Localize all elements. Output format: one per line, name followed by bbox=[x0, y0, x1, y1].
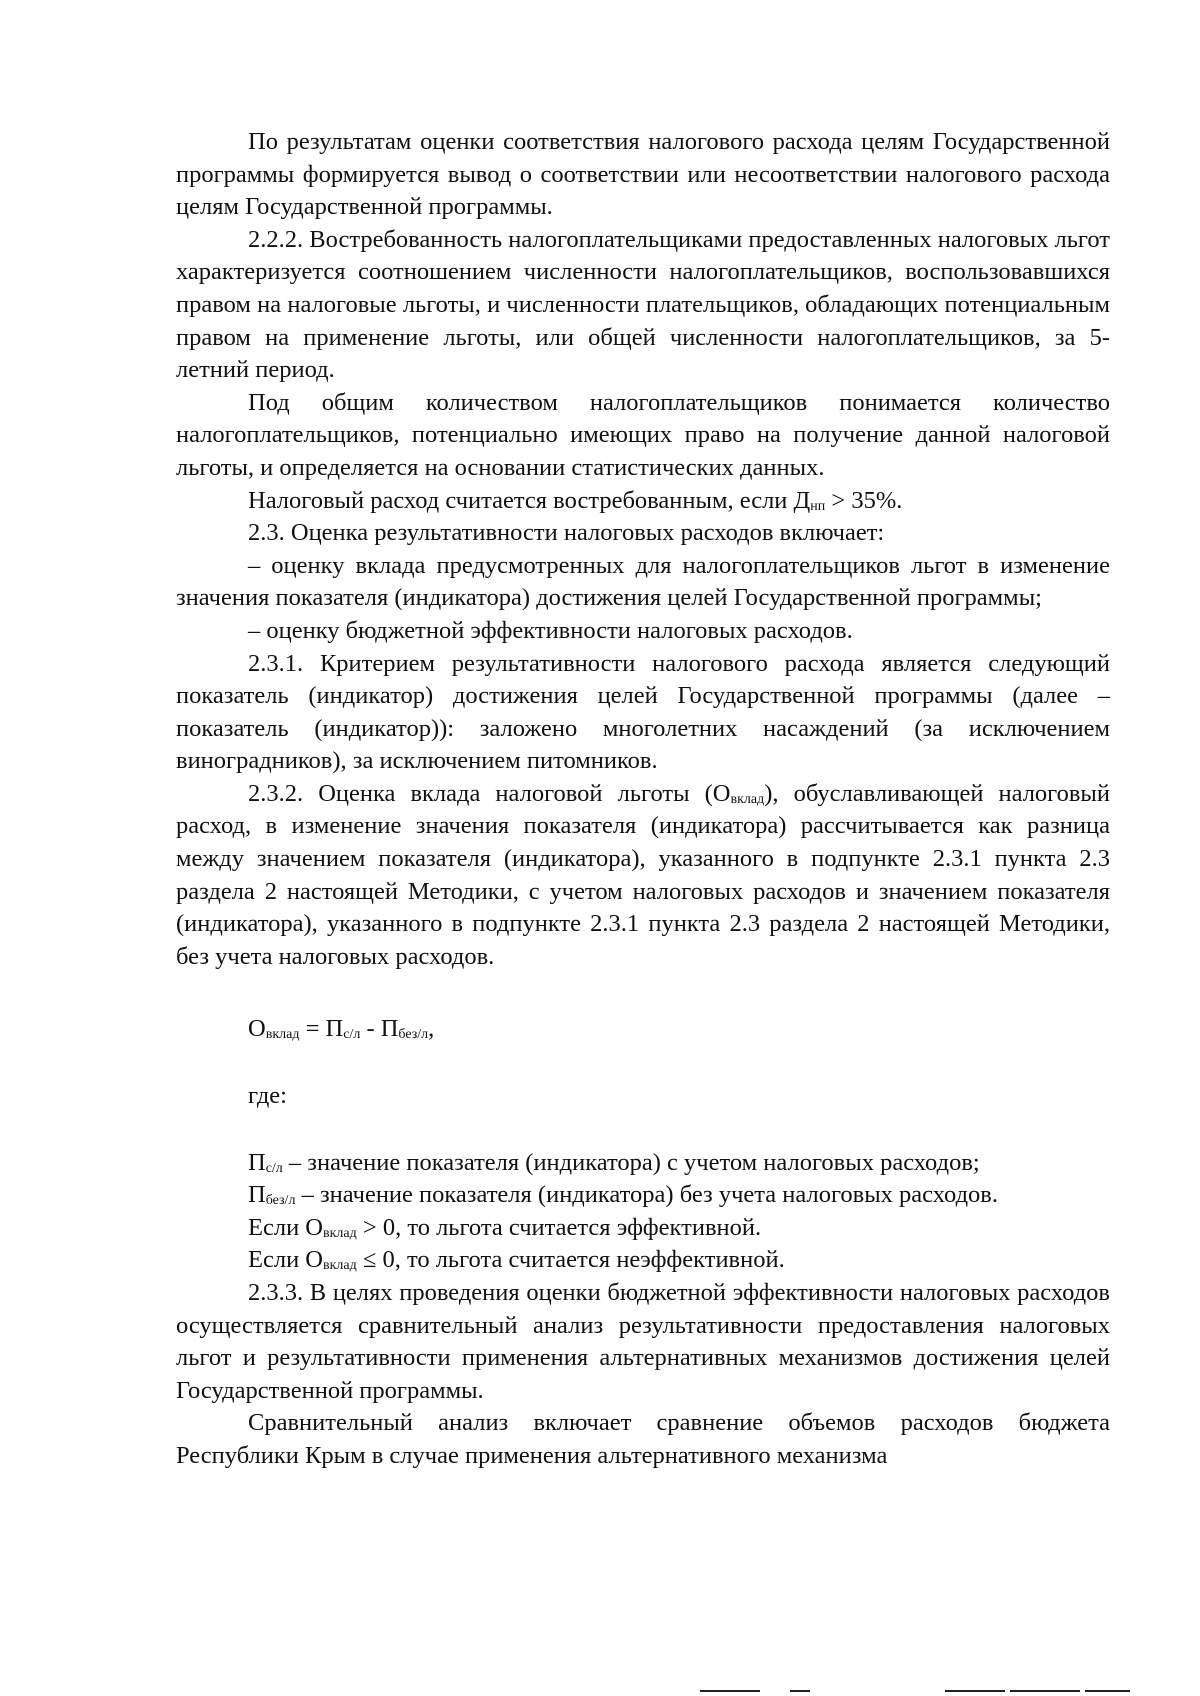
scan-artifact-line bbox=[1085, 1690, 1130, 1692]
paragraph-comparative-analysis: Сравнительный анализ включает сравнение объемов расходов бюджета Республики Крым в случае применения альтернативного механизма bbox=[176, 1409, 1110, 1469]
paragraph-demand-threshold bbox=[176, 485, 1110, 518]
text: – значение показателя (индикатора) без учета налоговых расходов. bbox=[295, 1181, 998, 1209]
subscript: вклад bbox=[323, 1258, 357, 1274]
paragraph-2-3-2 bbox=[176, 778, 1110, 974]
definition-without-tax bbox=[176, 1179, 1110, 1212]
dash-item-contribution: – оценку вклада предусмотренных для налогоплательщиков льгот в изменение значения показателя (индикатора) достижения целей Государственной программы; bbox=[176, 551, 1110, 612]
paragraph-total-taxpayers: Под общим количеством налогоплательщиков понимается количество налогоплательщиков, потенциально имеющих право на получение данной налоговой льготы, и определяется на основании статистических данных. bbox=[176, 388, 1110, 481]
text: П bbox=[248, 1148, 266, 1176]
scan-artifact-line bbox=[945, 1690, 1005, 1692]
paragraph-2-3: 2.3. Оценка результативности налоговых расходов включает: bbox=[248, 519, 885, 547]
formula bbox=[176, 1013, 1110, 1046]
condition-effective bbox=[176, 1212, 1110, 1245]
subscript: без/л bbox=[398, 1027, 429, 1043]
where-label: где: bbox=[248, 1082, 287, 1110]
text: > 0, то льгота считается эффективной. bbox=[356, 1213, 762, 1241]
text: – значение показателя (индикатора) с учетом налоговых расходов; bbox=[282, 1148, 980, 1176]
formula-o: О bbox=[248, 1015, 266, 1043]
paragraph-conclusion: По результатам оценки соответствия налогового расхода целям Государственной программы формируется вывод о соответствии или несоответствии налогового расхода целям Государственной программы. bbox=[176, 128, 1110, 221]
subscript: нп bbox=[810, 498, 826, 514]
paragraph-2-2-2: 2.2.2. Востребованность налогоплательщиками предоставленных налоговых льгот характеризуется соотношением численности налогоплательщиков, воспользовавшихся правом на налоговые льготы, и численности плательщиков, обладающих потенциальным правом на применение льготы, или общей численности налогоплательщиков, за 5-летний период. bbox=[176, 225, 1110, 384]
text: > 35%. bbox=[825, 486, 903, 514]
text: ≤ 0, то льгота считается неэффективной. bbox=[356, 1246, 785, 1274]
condition-ineffective bbox=[176, 1244, 1110, 1277]
subscript: с/л bbox=[265, 1160, 283, 1176]
text: Налоговый расход считается востребованным, если Д bbox=[248, 486, 811, 514]
paragraph-2-3-1: 2.3.1. Критерием результативности налогового расхода является следующий показатель (индикатор) достижения целей Государственной программы (далее – показатель (индикатор)): заложено многолетних насаждений (за исключением виноградников), за исключением питомников. bbox=[176, 649, 1110, 775]
subscript: с/л bbox=[343, 1027, 361, 1043]
subscript: вклад bbox=[265, 1027, 300, 1043]
subscript: вклад bbox=[730, 791, 765, 807]
subscript: без/л bbox=[265, 1193, 296, 1209]
definitions bbox=[176, 1147, 1110, 1277]
formula-end: , bbox=[428, 1015, 435, 1043]
text: 2.3.2. Оценка вклада налоговой льготы (О bbox=[248, 779, 731, 807]
scan-artifact-line bbox=[1010, 1690, 1080, 1692]
scan-artifact-line bbox=[790, 1690, 810, 1692]
scan-artifact-line bbox=[700, 1690, 760, 1692]
document-body bbox=[176, 126, 1110, 1473]
formula-eq: = П bbox=[299, 1015, 344, 1043]
text: Если О bbox=[248, 1213, 323, 1241]
definition-with-tax bbox=[176, 1147, 1110, 1180]
text: П bbox=[248, 1181, 266, 1209]
formula-minus: - П bbox=[360, 1015, 399, 1043]
paragraph-2-3-3: 2.3.3. В целях проведения оценки бюджетной эффективности налоговых расходов осуществляется сравнительный анализ результативности предоставления налоговых льгот и результативности применения альтернативных механизмов достижения целей Государственной программы. bbox=[176, 1279, 1110, 1404]
dash-item-budget-efficiency: – оценку бюджетной эффективности налоговых расходов. bbox=[248, 616, 853, 644]
text: Если О bbox=[248, 1246, 323, 1274]
subscript: вклад bbox=[323, 1225, 357, 1241]
text: ), обуславливающей налоговый расход, в изменение значения показателя (индикатора) рассчитывается как разница между значением показателя (индикатора), указанного в подпункте 2.3.1 пункта 2.3 раздела 2 настоящей Методики, с учетом налоговых расходов и значением показателя (индикатора), указанного в подпункте 2.3.1 пункта 2.3 раздела 2 настоящей Методики, без учета налоговых расходов. bbox=[176, 779, 1110, 970]
